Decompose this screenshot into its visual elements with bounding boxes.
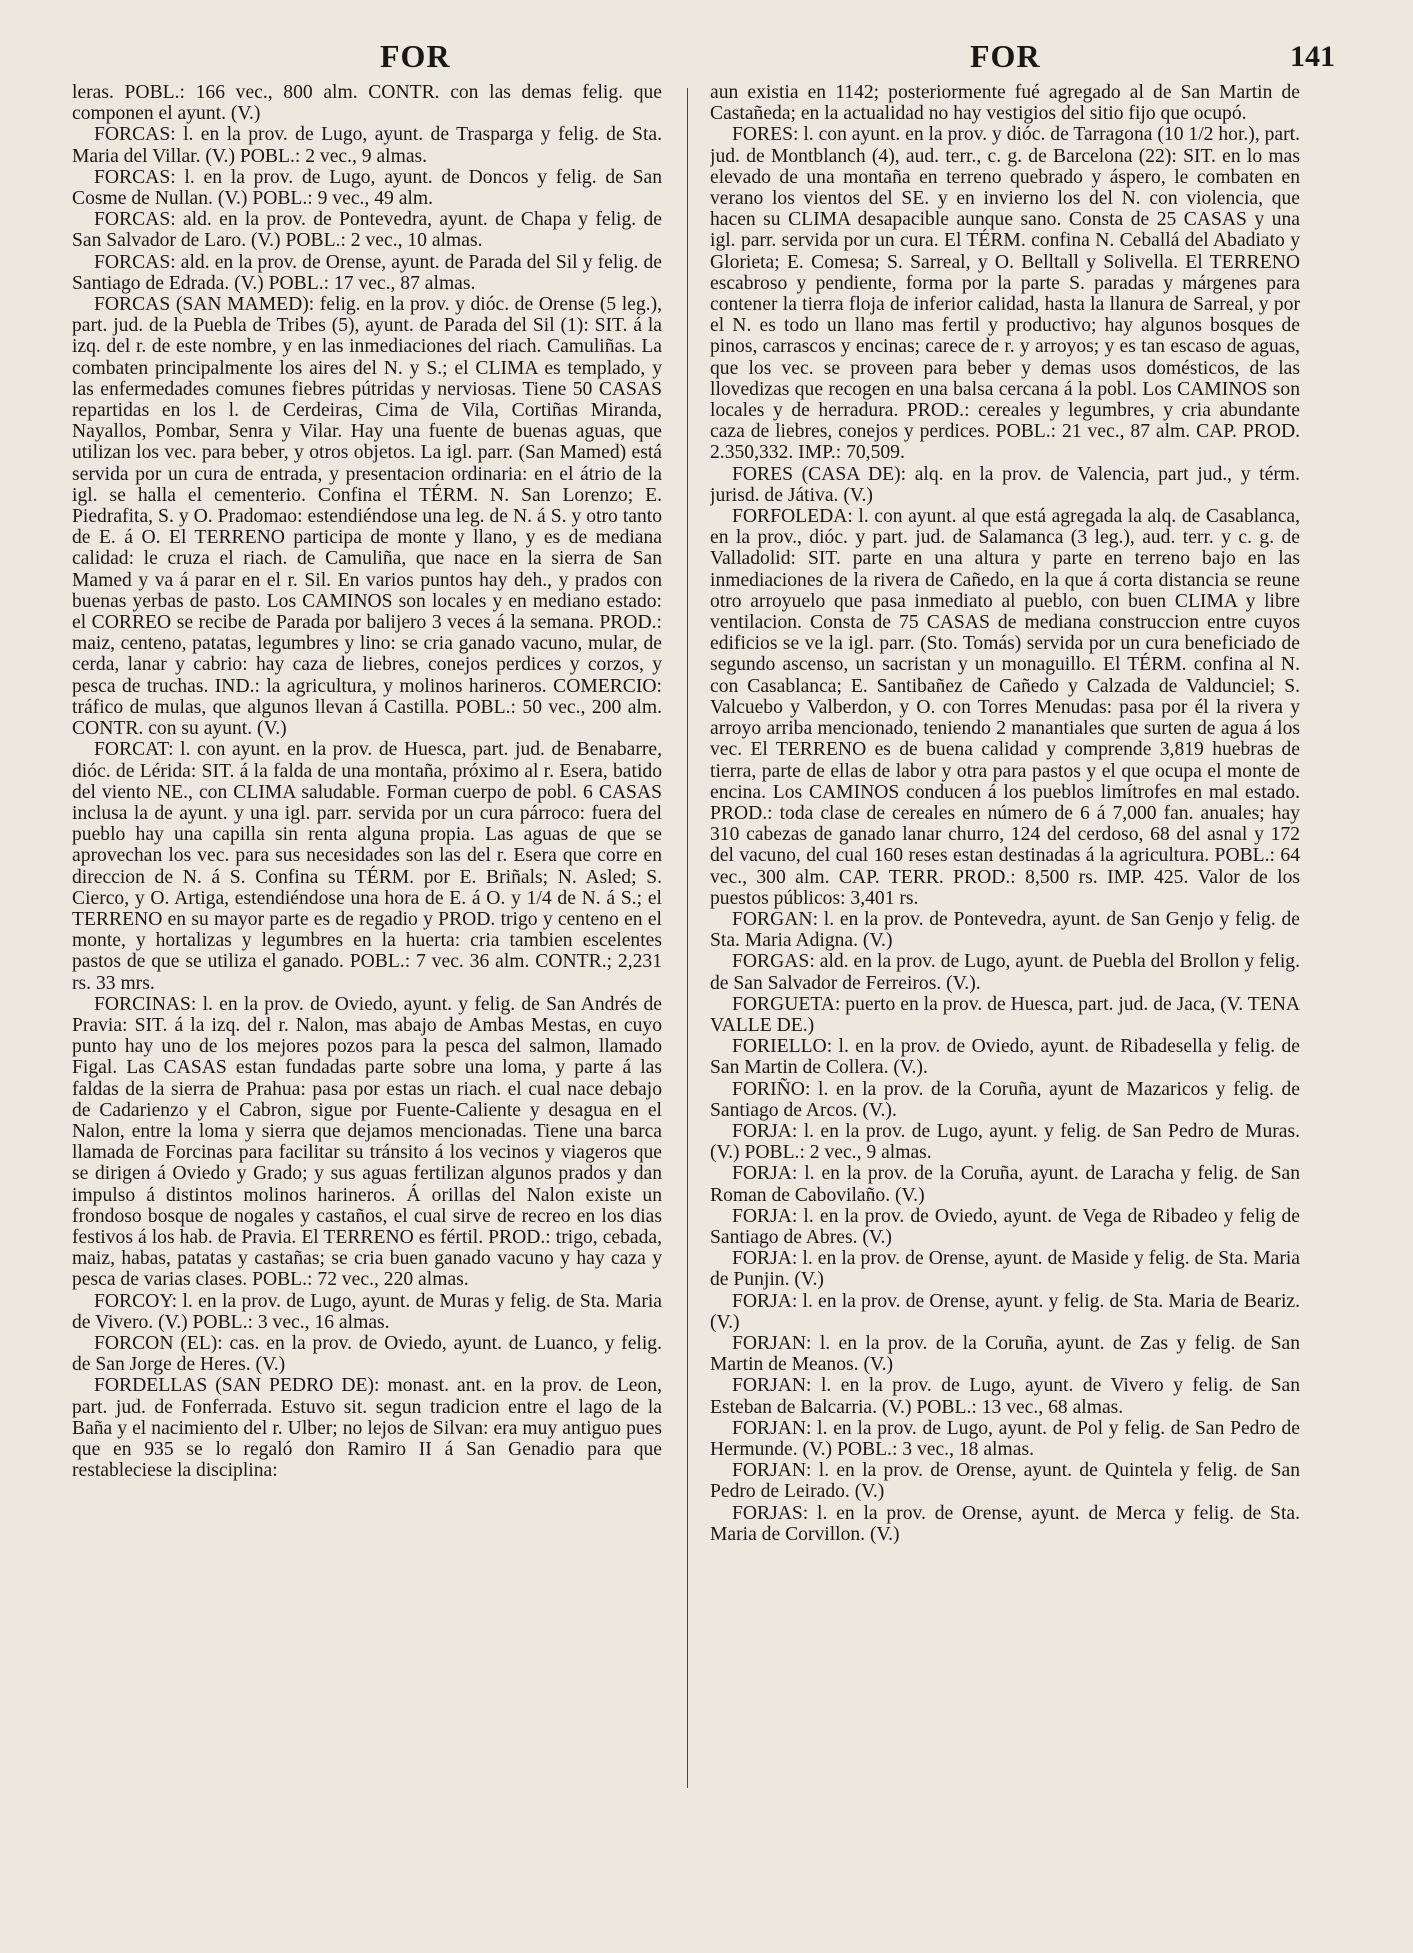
column-divider xyxy=(687,88,688,1788)
running-head-right: FOR xyxy=(970,38,1041,74)
entry-paragraph: FORCAS: l. en la prov. de Lugo, ayunt. de Trasparga y felig. de Sta. Maria del Villar. (V.) POBL.: 2 vec., 9 almas. xyxy=(72,124,662,167)
entry-paragraph: FORGAN: l. en la prov. de Pontevedra, ayunt. de San Genjo y felig. de Sta. Maria Adigna. (V.) xyxy=(710,908,1300,952)
left-column xyxy=(72,82,662,1802)
entry-paragraph: aun existia en 1142; posteriormente fué agregado al de San Martin de Castañeda; en la actualidad no hay vestigios del sitio fijo que ocupó. xyxy=(710,82,1300,125)
entry-paragraph: FORJA: l. en la prov. de la Coruña, ayunt. de Laracha y felig. de San Roman de Cabovilaño. (V.) xyxy=(710,1163,1300,1206)
right-column xyxy=(710,82,1300,1802)
entry-paragraph: FORJAN: l. en la prov. de Lugo, ayunt. de Vivero y felig. de San Esteban de Balcarria. (V.) POBL.: 13 vec., 68 almas. xyxy=(710,1375,1300,1418)
entry-paragraph: FORGAS: ald. en la prov. de Lugo, ayunt. de Puebla del Brollon y felig. de San Salvador de Ferreiros. (V.). xyxy=(710,951,1300,994)
entry-paragraph: FORDELLAS (SAN PEDRO DE): monast. ant. en la prov. de Leon, part. jud. de Fonferrada. Estuvo sit. segun tradicion entre el lago de la Baña y el nacimiento del r. Ulber; no lejos de Silvan: era muy antiguo pues que en 935 se lo regaló don Ramiro II á San Genadio para que restableciese la disciplina: xyxy=(72,1375,662,1482)
entry-paragraph: FORCAS (SAN MAMED): felig. en la prov. y dióc. de Orense (5 leg.), part. jud. de la Puebla de Tribes (5), ayunt. de Parada del Sil (1): SIT. á la izq. del r. de este nombre, y en las inmediaciones del riach. Camuliñas. La combaten principalmente los aires del N. y S.; el CLIMA es templado, y las enfermedades comunes fiebres pútridas y nerviosas. Tiene 50 CASAS repartidas en los l. de Cerdeiras, Cima de Vila, Cortiñas Miranda, Nayallos, Pombar, Senra y Vilar. Hay una fuente de buenas aguas, que utilizan los vec. para beber, y otros objetos. La igl. parr. (San Mamed) está servida por un cura de entrada, y presentacion ordinaria: en el átrio de la igl. se halla el cementerio. Confina el TÉRM. N. San Lorenzo; E. Piedrafita, S. y O. Pradomao: estendiéndose una leg. de N. á S. y otro tanto de E. á O. El TERRENO participa de monte y llano, y es de mediana calidad: le cruza el riach. de Camuliña, que nace en la sierra de San Mamed y va á parar en el r. Sil. En varios puntos hay deh., y prados con buenas yerbas de pasto. Los CAMINOS son locales y en mediano estado: el CORREO se recibe de Parada por balijero 3 veces á la semana. PROD.: maiz, centeno, patatas, legumbres y lino: se cria ganado vacuno, mular, de cerda, lanar y cabrio: hay caza de liebres, conejos perdices y corzos, y pesca de truchas. IND.: la agricultura, y molinos harineros. COMERCIO: tráfico de mulas, que algunos llevan á Castilla. POBL.: 50 vec., 200 alm. CONTR. con su ayunt. (V.) xyxy=(72,294,662,740)
running-head xyxy=(70,38,1343,78)
entry-paragraph: leras. POBL.: 166 vec., 800 alm. CONTR. con las demas felig. que componen el ayunt. (V.) xyxy=(72,82,662,125)
entry-paragraph: FORES (CASA DE): alq. en la prov. de Valencia, part jud., y térm. jurisd. de Játiva. (V.) xyxy=(710,463,1300,506)
text-columns xyxy=(72,82,1300,1802)
entry-paragraph: FORCAS: ald. en la prov. de Orense, ayunt. de Parada del Sil y felig. de Santiago de Edrada. (V.) POBL.: 17 vec., 87 almas. xyxy=(72,251,662,294)
entry-paragraph: FORFOLEDA: l. con ayunt. al que está agregada la alq. de Casablanca, en la prov., dióc. y part. jud. de Salamanca (3 leg.), aud. terr. y c. g. de Valladolid: SIT. parte en una altura y parte en terreno bajo en las inmediaciones de la rivera de Cañedo, en la que á corta distancia se reune otro arroyuelo que pasa inmediato al pueblo, con buen CLIMA y libre ventilacion. Consta de 75 CASAS de mediana construccion entre cuyos edificios se ve la igl. parr. (Sto. Tomás) servida por un cura beneficiado de segundo ascenso, un sacristan y un monaguillo. El TÉRM. confina al N. con Casablanca; E. Santibañez de Cañedo y Calzada de Valdunciel; S. Valcuebo y Valberdon, y O. con Torres Menudas: pasa por él la rivera y arroyo arriba mencionado, teniendo 2 manantiales que surten de agua á los vec. El TERRENO es de buena calidad y comprende 3,819 huebras de tierra, parte de ellas de labor y otra para pastos y el que ocupa el monte de encina. Los CAMINOS conducen á los pueblos limítrofes en mal estado. PROD.: toda clase de cereales en número de 6 á 7,000 fan. anuales; hay 310 cabezas de ganado lanar churro, 124 del cerdoso, 68 del asnal y 172 del vacuno, del cual 160 reses estan destinadas á la agricultura. POBL.: 64 vec., 300 alm. CAP. TERR. PROD.: 8,500 rs. IMP. 425. Valor de los puestos públicos: 3,401 rs. xyxy=(710,506,1300,909)
entry-paragraph: FORJAN: l. en la prov. de Lugo, ayunt. de Pol y felig. de San Pedro de Hermunde. (V.) POBL.: 3 vec., 18 almas. xyxy=(710,1417,1300,1460)
page-number: 141 xyxy=(1290,40,1335,73)
entry-paragraph: FORJA: l. en la prov. de Orense, ayunt. y felig. de Sta. Maria de Beariz. (V.) xyxy=(710,1290,1300,1333)
entry-paragraph: FORCOY: l. en la prov. de Lugo, ayunt. de Muras y felig. de Sta. Maria de Vivero. (V.) POBL.: 3 vec., 16 almas. xyxy=(72,1290,662,1333)
entry-paragraph: FORCAS: l. en la prov. de Lugo, ayunt. de Doncos y felig. de San Cosme de Nullan. (V.) POBL.: 9 vec., 49 alm. xyxy=(72,166,662,210)
entry-paragraph: FORIELLO: l. en la prov. de Oviedo, ayunt. de Ribadesella y felig. de San Martin de Collera. (V.). xyxy=(710,1036,1300,1079)
entry-paragraph: FORJA: l. en la prov. de Oviedo, ayunt. de Vega de Ribadeo y felig de Santiago de Abres. (V.) xyxy=(710,1205,1300,1248)
entry-paragraph: FORIÑO: l. en la prov. de la Coruña, ayunt de Mazaricos y felig. de Santiago de Arcos. (V.). xyxy=(710,1078,1300,1121)
entry-paragraph: FORJA: l. en la prov. de Orense, ayunt. de Maside y felig. de Sta. Maria de Punjin. (V.) xyxy=(710,1248,1300,1291)
entry-paragraph: FORJAN: l. en la prov. de Orense, ayunt. de Quintela y felig. de San Pedro de Leirado. (V.) xyxy=(710,1460,1300,1503)
entry-paragraph: FORCAT: l. con ayunt. en la prov. de Huesca, part. jud. de Benabarre, dióc. de Lérida: SIT. á la falda de una montaña, próximo al r. Esera, batido del viento NE., con CLIMA saludable. Forman cuerpo de pobl. 6 CASAS inclusa la de ayunt. y una igl. parr. servida por un cura párroco: fuera del pueblo hay una capilla sin renta alguna propia. Las aguas de que se aprovechan los vec. para sus necesidades son las del r. Esera que corre en direccion de N. á S. Confina su TÉRM. por E. Briñals; N. Asled; S. Cierco, y O. Artiga, estendiéndose una hora de E. á O. y 1/4 de N. á S.; el TERRENO en su mayor parte es de regadio y PROD. trigo y centeno en el monte, y hortalizas y legumbres en la huerta: cria tambien escelentes pastos de que se utiliza el ganado. POBL.: 7 vec. 36 alm. CONTR.; 2,231 rs. 33 mrs. xyxy=(72,739,662,994)
entry-paragraph: FORCON (EL): cas. en la prov. de Oviedo, ayunt. de Luanco, y felig. de San Jorge de Heres. (V.) xyxy=(72,1332,662,1376)
entry-paragraph: FORCINAS: l. en la prov. de Oviedo, ayunt. y felig. de San Andrés de Pravia: SIT. á la izq. del r. Nalon, mas abajo de Ambas Mestas, en cuyo punto hay uno de los mejores pozos para la pesca del salmon, llamado Figal. Las CASAS estan fundadas parte sobre una loma, y parte á las faldas de la sierra de Prahua: pasa por estas un riach. el cual nace debajo de Cadarienzo y el Cabron, sigue por Fuente-Caliente y desagua en el Nalon, entre la loma y sierra que dejamos mencionadas. Tiene una barca llamada de Forcinas para facilitar su tránsito á los vecinos y viageros que se dirigen á Oviedo y Grado; y sus aguas fertilizan algunos prados y dan impulso á distintos molinos harineros. Á orillas del Nalon existe un frondoso bosque de nogales y castaños, el cual sirve de recreo en los dias festivos á los hab. de Pravia. El TERRENO es fértil. PROD.: trigo, cebada, maiz, habas, patatas y castañas; se cria buen ganado vacuno y hay caza y pesca de varias clases. POBL.: 72 vec., 220 almas. xyxy=(72,993,662,1291)
entry-paragraph: FORJA: l. en la prov. de Lugo, ayunt. y felig. de San Pedro de Muras. (V.) POBL.: 2 vec., 9 almas. xyxy=(710,1120,1300,1164)
entry-paragraph: FORJAN: l. en la prov. de la Coruña, ayunt. de Zas y felig. de San Martin de Meanos. (V.) xyxy=(710,1332,1300,1376)
running-head-left: FOR xyxy=(380,38,451,74)
entry-paragraph: FORGUETA: puerto en la prov. de Huesca, part. jud. de Jaca, (V. TENA VALLE DE.) xyxy=(710,993,1300,1036)
entry-paragraph: FORES: l. con ayunt. en la prov. y dióc. de Tarragona (10 1/2 hor.), part. jud. de Montblanch (4), aud. terr., c. g. de Barcelona (22): SIT. en lo mas elevado de una montaña en terreno quebrado y áspero, le combaten en verano los vientos del SE. y en invierno los del N. con violencia, que hacen su CLIMA desapacible aunque sano. Consta de 25 CASAS y una igl. parr. servida por un cura. El TÉRM. confina N. Ceballá del Abadiato y Glorieta; E. Comesa; S. Sarreal, y O. Belltall y Solivella. El TERRENO escabroso y pendiente, forma por la parte S. paradas y márgenes para contener la tierra floja de inferior calidad, hasta la llanura de Sarreal, y por el N. es todo un llano mas fertil y productivo; hay algunos bosques de pinos, carrascos y encinas; carece de r. y arroyos; y es tan escaso de aguas, que los vec. se proveen para beber y demas usos domésticos, de las llovedizas que recogen en una balsa cercana á la pobl. Los CAMINOS son locales y de herradura. PROD.: cereales y legumbres, y cria abundante caza de liebres, conejos y perdices. POBL.: 21 vec., 87 alm. CAP. PROD. 2.350,332. IMP.: 70,509. xyxy=(710,124,1300,464)
entry-paragraph: FORCAS: ald. en la prov. de Pontevedra, ayunt. de Chapa y felig. de San Salvador de Laro. (V.) POBL.: 2 vec., 10 almas. xyxy=(72,209,662,252)
entry-paragraph: FORJAS: l. en la prov. de Orense, ayunt. de Merca y felig. de Sta. Maria de Corvillon. (V.) xyxy=(710,1502,1300,1545)
